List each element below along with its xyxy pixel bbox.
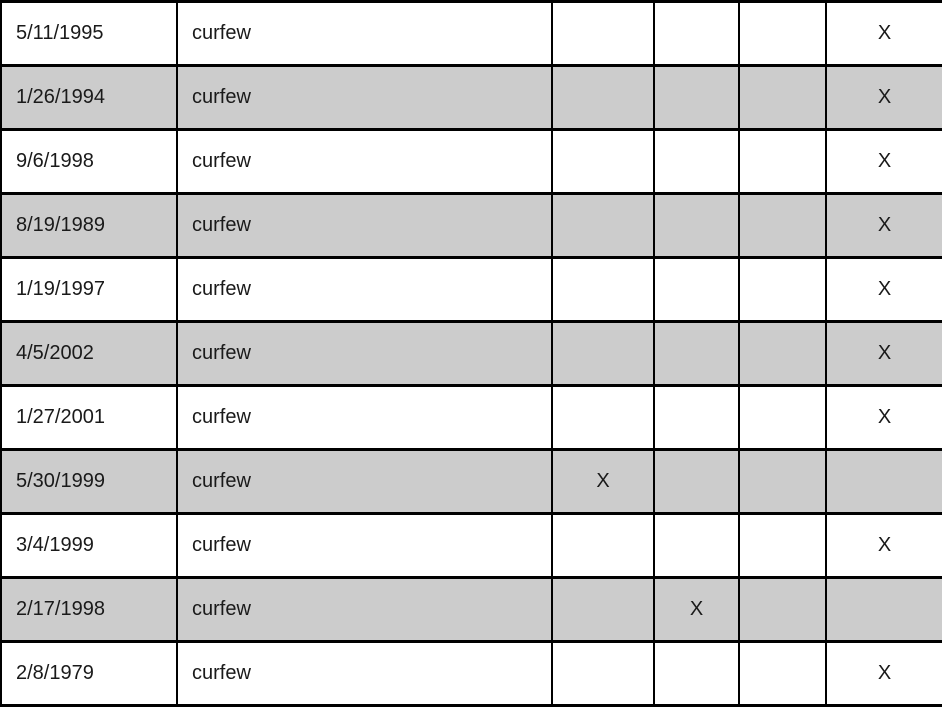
mark-cell-2	[654, 514, 739, 578]
table-row	[1, 386, 942, 450]
violation-cell: curfew	[177, 578, 552, 642]
mark-cell-4: X	[826, 642, 942, 706]
mark-cell-1	[552, 130, 654, 194]
table-row	[1, 2, 942, 66]
mark-cell-4: X	[826, 130, 942, 194]
mark-cell-3	[739, 130, 826, 194]
date-cell: 5/11/1995	[1, 2, 177, 66]
mark-cell-3	[739, 66, 826, 130]
mark-cell-2	[654, 450, 739, 514]
mark-cell-4: X	[826, 66, 942, 130]
violation-cell: curfew	[177, 258, 552, 322]
mark-cell-3	[739, 2, 826, 66]
violation-cell: curfew	[177, 386, 552, 450]
date-cell: 1/26/1994	[1, 66, 177, 130]
mark-cell-1	[552, 642, 654, 706]
mark-cell-3	[739, 386, 826, 450]
mark-cell-3	[739, 578, 826, 642]
mark-cell-3	[739, 194, 826, 258]
mark-cell-1	[552, 578, 654, 642]
mark-cell-2	[654, 2, 739, 66]
violation-cell: curfew	[177, 514, 552, 578]
table-row	[1, 578, 942, 642]
mark-cell-1	[552, 386, 654, 450]
table-row	[1, 514, 942, 578]
mark-cell-4: X	[826, 194, 942, 258]
mark-cell-3	[739, 322, 826, 386]
mark-cell-1	[552, 2, 654, 66]
date-cell: 2/8/1979	[1, 642, 177, 706]
mark-cell-4: X	[826, 322, 942, 386]
table-row	[1, 322, 942, 386]
mark-cell-3	[739, 642, 826, 706]
date-cell: 3/4/1999	[1, 514, 177, 578]
mark-cell-2	[654, 130, 739, 194]
violation-cell: curfew	[177, 450, 552, 514]
mark-cell-1	[552, 194, 654, 258]
date-cell: 5/30/1999	[1, 450, 177, 514]
violation-cell: curfew	[177, 130, 552, 194]
mark-cell-3	[739, 258, 826, 322]
table-row	[1, 450, 942, 514]
date-cell: 1/27/2001	[1, 386, 177, 450]
mark-cell-4	[826, 578, 942, 642]
table-row	[1, 130, 942, 194]
mark-cell-2	[654, 194, 739, 258]
mark-cell-3	[739, 450, 826, 514]
mark-cell-2	[654, 258, 739, 322]
mark-cell-1	[552, 514, 654, 578]
date-cell: 1/19/1997	[1, 258, 177, 322]
mark-cell-4: X	[826, 258, 942, 322]
violation-cell: curfew	[177, 194, 552, 258]
mark-cell-4: X	[826, 2, 942, 66]
mark-cell-2	[654, 66, 739, 130]
table-row	[1, 66, 942, 130]
date-cell: 9/6/1998	[1, 130, 177, 194]
date-cell: 8/19/1989	[1, 194, 177, 258]
mark-cell-4: X	[826, 514, 942, 578]
mark-cell-2: X	[654, 578, 739, 642]
violation-cell: curfew	[177, 642, 552, 706]
table-row	[1, 642, 942, 706]
violation-cell: curfew	[177, 66, 552, 130]
mark-cell-3	[739, 514, 826, 578]
mark-cell-4	[826, 450, 942, 514]
mark-cell-4: X	[826, 386, 942, 450]
table-row	[1, 194, 942, 258]
mark-cell-1	[552, 258, 654, 322]
table-row	[1, 258, 942, 322]
mark-cell-1	[552, 322, 654, 386]
mark-cell-2	[654, 322, 739, 386]
mark-cell-2	[654, 642, 739, 706]
violation-cell: curfew	[177, 2, 552, 66]
table-body	[1, 2, 942, 706]
violation-cell: curfew	[177, 322, 552, 386]
date-cell: 2/17/1998	[1, 578, 177, 642]
mark-cell-1	[552, 66, 654, 130]
mark-cell-2	[654, 386, 739, 450]
date-cell: 4/5/2002	[1, 322, 177, 386]
mark-cell-1: X	[552, 450, 654, 514]
